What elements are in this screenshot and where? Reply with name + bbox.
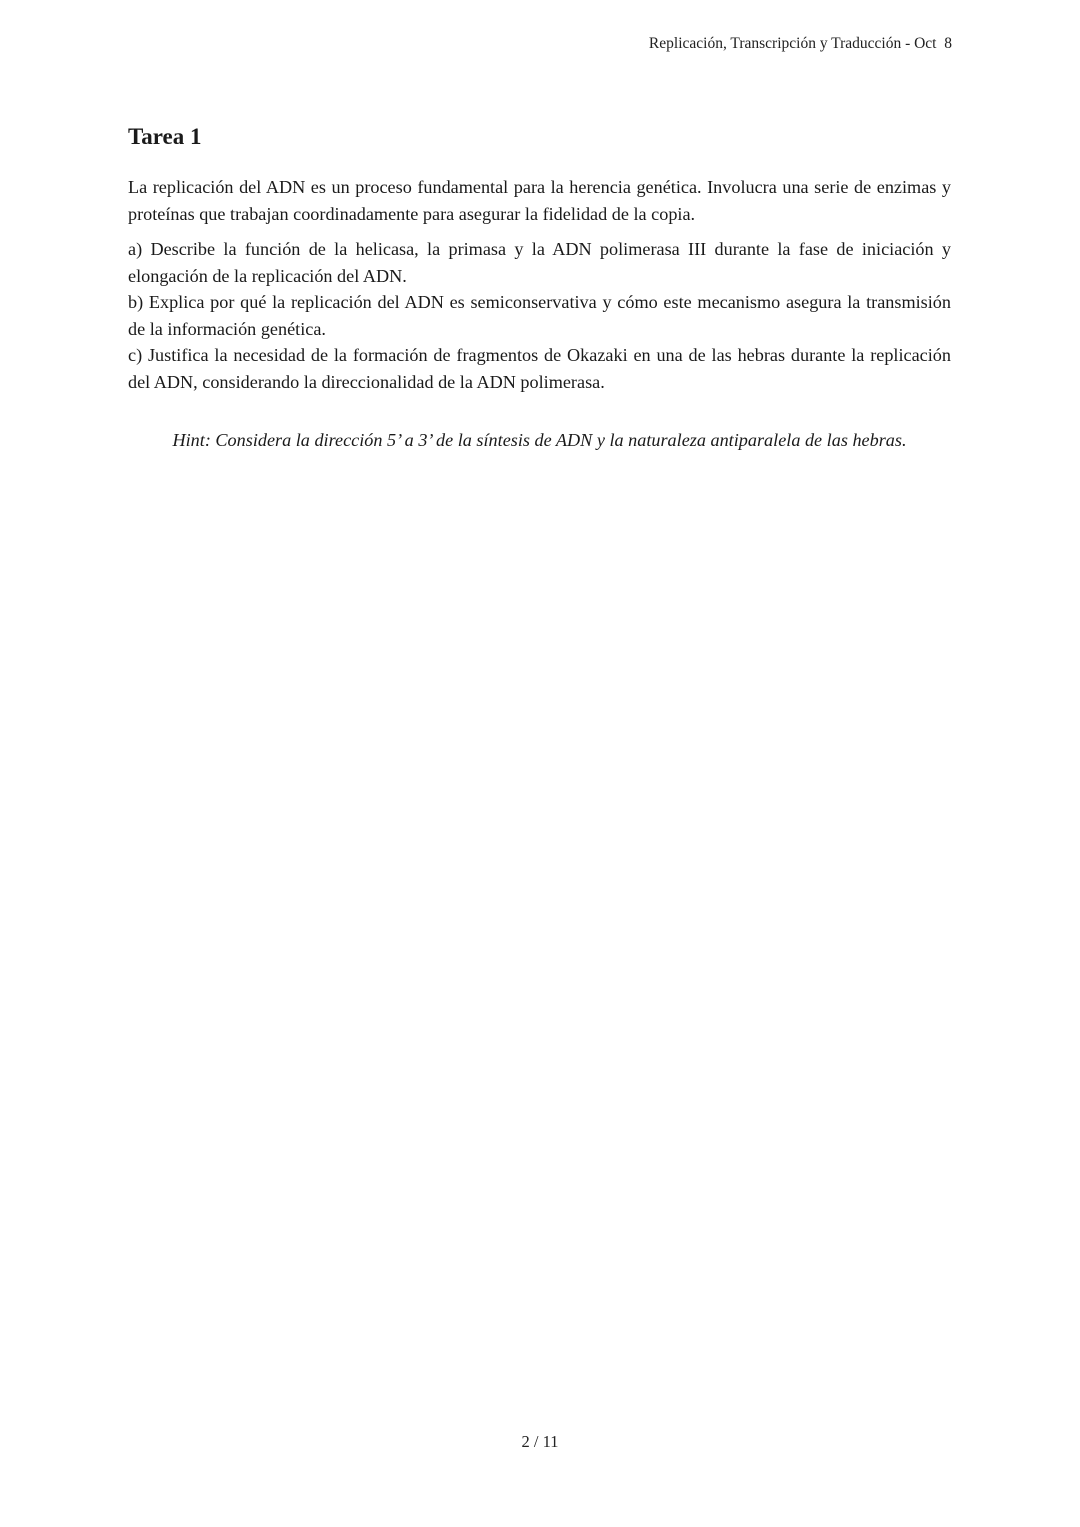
page-number: 2 / 11 <box>521 1432 559 1451</box>
question-list <box>128 236 951 395</box>
task-title: Tarea 1 <box>128 124 202 149</box>
task-intro: La replicación del ADN es un proceso fundamental para la herencia genética. Involucra una serie de enzimas y proteínas que trabajan coordinadamente para asegurar la fidelidad de la copia. <box>128 177 951 224</box>
question-c: c) Justifica la necesidad de la formación de fragmentos de Okazaki en una de las hebras durante la replicación del ADN, considerando la direccionalidad de la ADN polimerasa. <box>128 345 951 392</box>
running-header: Replicación, Transcripción y Traducción - Oct 8 <box>648 35 952 52</box>
question-b: b) Explica por qué la replicación del ADN es semiconservativa y cómo este mecanismo asegura la transmisión de la información genética. <box>128 292 951 339</box>
hint-text: Hint: Considera la dirección 5’ a 3’ de la síntesis de ADN y la naturaleza antiparalela de las hebras. <box>172 430 907 450</box>
question-a: a) Describe la función de la helicasa, la primasa y la ADN polimerasa III durante la fase de iniciación y elongación de la replicación del ADN. <box>128 239 951 286</box>
task-section <box>128 120 951 453</box>
